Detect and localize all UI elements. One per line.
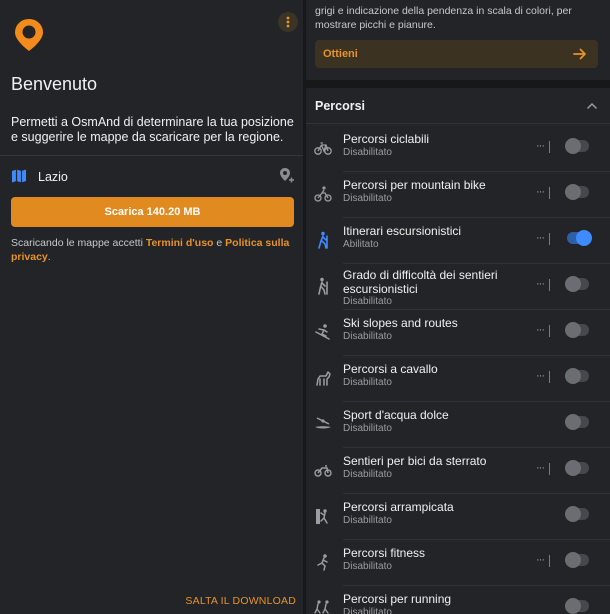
route-toggle[interactable] — [567, 554, 589, 566]
get-button-label: Ottieni — [323, 48, 358, 60]
divider — [306, 123, 610, 124]
vertical-separator — [549, 233, 550, 245]
location-search-icon[interactable] — [278, 167, 296, 185]
region-row[interactable] — [0, 158, 303, 194]
download-button[interactable]: Scarica 140.20 MB — [11, 197, 294, 227]
more-horizontal-icon[interactable]: ··· — [536, 186, 544, 198]
vertical-separator — [549, 187, 550, 199]
route-toggle[interactable] — [567, 462, 589, 474]
skiing-icon — [314, 323, 332, 341]
vertical-separator — [549, 279, 550, 291]
toggle-knob — [565, 276, 581, 292]
route-toggle[interactable] — [567, 416, 589, 428]
horse-icon — [314, 369, 332, 387]
route-row[interactable] — [306, 402, 610, 448]
more-horizontal-icon[interactable]: ··· — [536, 278, 544, 290]
route-title: Sport d'acqua dolce — [343, 408, 449, 422]
route-row[interactable] — [306, 172, 610, 218]
route-title: Percorsi fitness — [343, 546, 426, 560]
welcome-pane — [0, 0, 303, 614]
route-toggle[interactable] — [567, 186, 589, 198]
vertical-separator — [549, 371, 550, 383]
route-row[interactable] — [306, 356, 610, 402]
terms-prefix: Scaricando le mappe accetti — [11, 237, 146, 249]
route-row[interactable] — [306, 448, 610, 494]
toggle-knob — [565, 322, 581, 338]
toggle-knob — [565, 460, 581, 476]
bicycle-icon — [314, 139, 332, 157]
toggle-knob — [565, 368, 581, 384]
route-status: Disabilitato — [343, 423, 392, 434]
route-row[interactable] — [306, 218, 610, 264]
map-icon — [11, 168, 27, 184]
more-horizontal-icon[interactable]: ··· — [536, 370, 544, 382]
skip-download-button[interactable]: SALTA IL DOWNLOAD — [185, 595, 296, 607]
route-row[interactable] — [306, 586, 610, 614]
route-toggle[interactable] — [567, 232, 589, 244]
toggle-knob — [565, 138, 581, 154]
vertical-separator — [549, 141, 550, 153]
chevron-up-icon[interactable] — [586, 100, 598, 112]
section-title: Percorsi — [315, 99, 366, 113]
hiking-icon — [314, 231, 332, 249]
arrow-right-icon — [572, 46, 588, 62]
terms-text — [11, 236, 296, 264]
more-horizontal-icon[interactable]: ··· — [536, 140, 544, 152]
more-options-button[interactable] — [278, 12, 298, 32]
route-row[interactable] — [306, 126, 610, 172]
route-title: Percorsi a cavallo — [343, 362, 438, 376]
route-status: Disabilitato — [343, 147, 392, 158]
vertical-separator — [549, 463, 550, 475]
toggle-knob — [565, 552, 581, 568]
routes-section — [306, 88, 610, 614]
route-title: Percorsi per running — [343, 592, 452, 606]
route-row[interactable] — [306, 264, 610, 310]
route-title: Percorsi per mountain bike — [343, 178, 486, 192]
routes-pane — [306, 0, 610, 614]
route-toggle[interactable] — [567, 140, 589, 152]
terms-suffix: . — [47, 251, 51, 263]
toggle-knob — [565, 414, 581, 430]
route-status: Disabilitato — [343, 331, 392, 342]
route-toggle[interactable] — [567, 508, 589, 520]
terms-of-use-link[interactable]: Termini d'uso — [145, 237, 214, 249]
route-status: Disabilitato — [343, 193, 392, 204]
more-horizontal-icon[interactable]: ··· — [536, 232, 544, 244]
running-icon — [314, 599, 332, 614]
route-status: Disabilitato — [343, 607, 392, 614]
get-button[interactable] — [315, 40, 598, 68]
route-row[interactable] — [306, 494, 610, 540]
toggle-knob — [565, 598, 581, 614]
route-status: Disabilitato — [343, 377, 392, 388]
mountain-bike-icon — [314, 185, 332, 203]
toggle-knob — [565, 506, 581, 522]
kayak-icon — [314, 415, 332, 433]
toggle-knob — [565, 184, 581, 200]
route-title: Sentieri per bici da sterrato — [343, 454, 487, 468]
route-title: Percorsi arrampicata — [343, 500, 454, 514]
vertical-separator — [549, 325, 550, 337]
route-title: Grado di difficoltà dei sentieri escursionistici — [343, 268, 498, 296]
terrain-description: grigi e indicazione della pendenza in scala di colori, per mostrare picchi e pianure. — [315, 5, 572, 31]
route-toggle[interactable] — [567, 278, 589, 290]
climbing-icon — [314, 507, 332, 525]
terrain-card — [306, 0, 610, 80]
route-title: Percorsi ciclabili — [343, 132, 430, 146]
more-horizontal-icon[interactable]: ··· — [536, 324, 544, 336]
more-horizontal-icon[interactable]: ··· — [536, 554, 544, 566]
privacy-policy-link[interactable]: Politica sulla privacy — [11, 237, 290, 263]
more-horizontal-icon[interactable]: ··· — [536, 462, 544, 474]
welcome-title: Benvenuto — [11, 74, 98, 94]
terms-mid: e — [213, 237, 226, 249]
kebab-icon — [286, 16, 290, 28]
route-status: Disabilitato — [343, 296, 392, 307]
route-title: Itinerari escursionistici — [343, 224, 462, 238]
region-name: Lazio — [38, 170, 68, 184]
route-status: Disabilitato — [343, 469, 392, 480]
dirt-bike-icon — [314, 461, 332, 479]
route-status: Disabilitato — [343, 561, 392, 572]
toggle-knob — [576, 230, 592, 246]
route-title: Ski slopes and routes — [343, 316, 458, 330]
divider — [0, 155, 303, 156]
osmand-logo-icon — [14, 18, 44, 52]
welcome-description: Permetti a OsmAnd di determinare la tua posizione e suggerire le mappe da scaricare per la regione. — [11, 115, 294, 144]
route-toggle[interactable] — [567, 324, 589, 336]
route-row[interactable] — [306, 540, 610, 586]
vertical-separator — [549, 555, 550, 567]
route-toggle[interactable] — [567, 370, 589, 382]
hiking-difficulty-icon — [314, 277, 332, 295]
fitness-icon — [314, 553, 332, 571]
route-row[interactable] — [306, 310, 610, 356]
route-status: Abilitato — [343, 239, 379, 250]
route-toggle[interactable] — [567, 600, 589, 612]
route-status: Disabilitato — [343, 515, 392, 526]
